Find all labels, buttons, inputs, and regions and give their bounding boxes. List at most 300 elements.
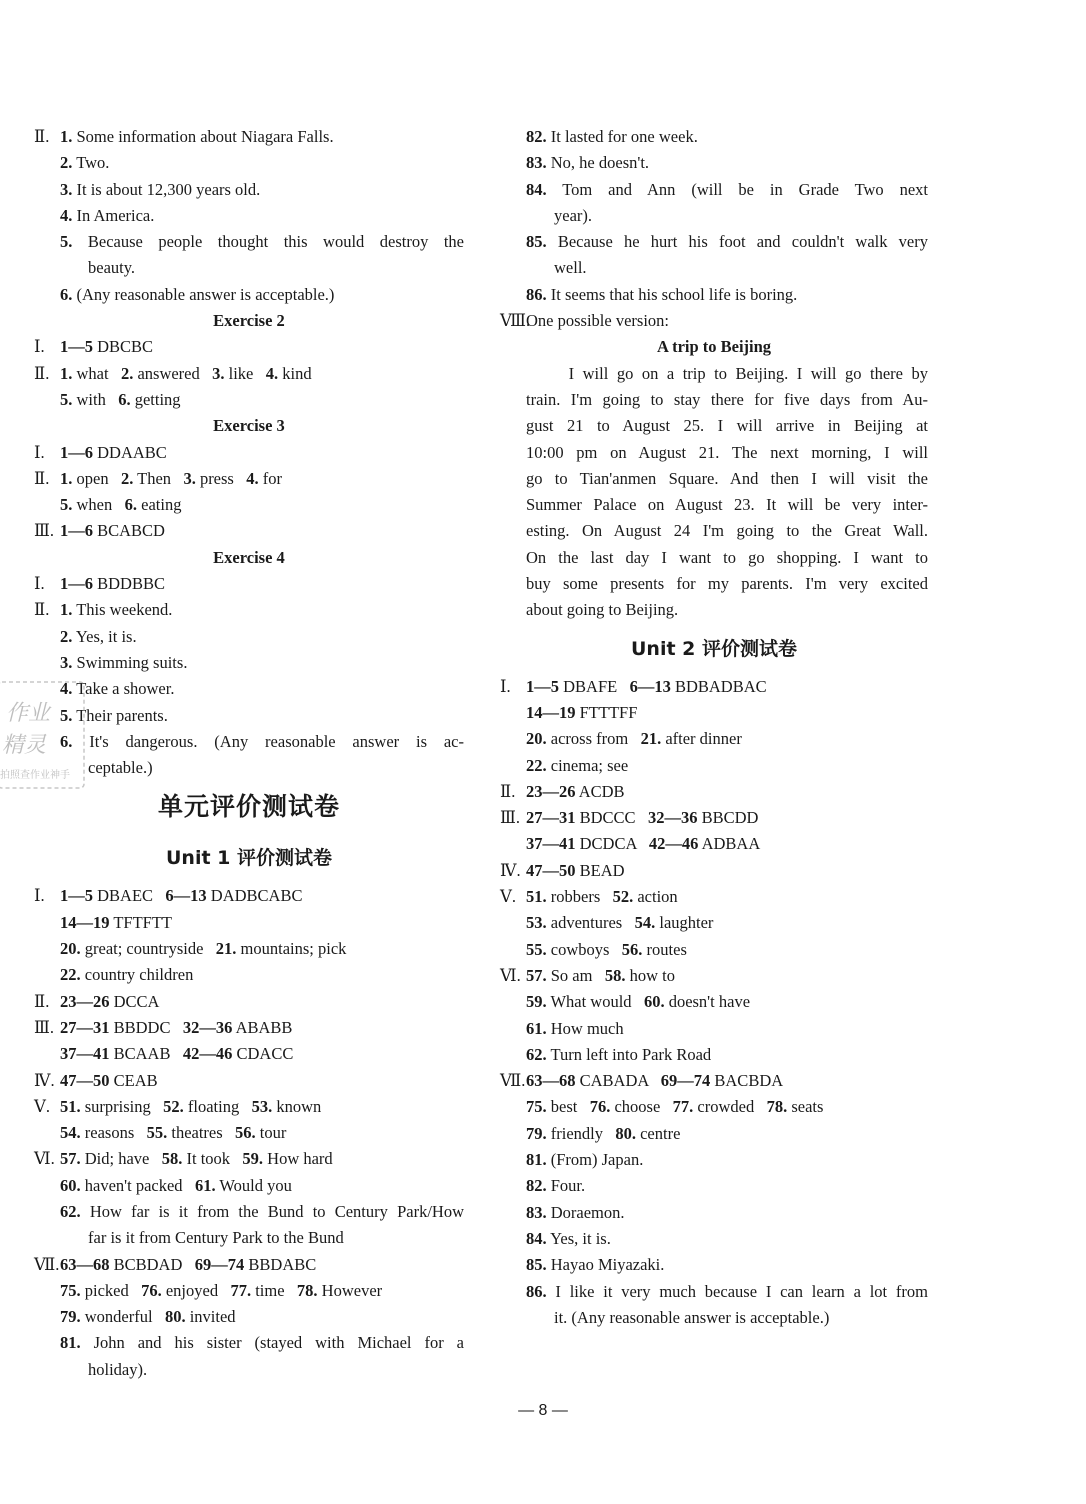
item-number: 6—13 — [165, 886, 207, 906]
answer-line — [500, 1068, 928, 1094]
answer-text: with — [72, 389, 119, 409]
item-number: 81. — [526, 1150, 547, 1170]
answer-text: Take a shower. — [72, 679, 175, 699]
answer-line — [34, 387, 464, 413]
answer-text: Their parents. — [72, 705, 168, 725]
answer-content — [60, 1068, 158, 1094]
item-number: 58. — [604, 965, 626, 985]
item-number: 84. — [526, 179, 547, 199]
item-number: 82. — [526, 1176, 547, 1196]
answer-line — [34, 910, 464, 936]
answer-content — [526, 700, 637, 726]
item-number: 27—31 — [60, 1017, 110, 1037]
item-number: 83. — [526, 153, 547, 173]
essay-line: I will go on a trip to Beijing. I will go there by — [526, 363, 928, 383]
answer-text: cowboys — [546, 939, 622, 959]
answer-text: laughter — [655, 913, 714, 933]
exercise-heading: Exercise 3 — [213, 416, 285, 436]
answer-line — [500, 308, 928, 334]
answer-content — [526, 989, 750, 1015]
answer-content — [526, 1252, 664, 1278]
answer-text: DCCA — [109, 991, 160, 1011]
essay-line: gust 21 to August 25. I will arrive in Beijing at — [526, 416, 928, 436]
wrapped-text: beauty. — [88, 258, 136, 278]
answer-content — [526, 308, 669, 334]
answer-line — [34, 492, 464, 518]
answer-text: BBDABC — [244, 1254, 317, 1274]
answer-text: CDACC — [232, 1044, 294, 1064]
roman-numeral: Ⅲ. — [500, 808, 521, 828]
answer-content — [60, 518, 165, 544]
answer-text: cinema; see — [546, 755, 629, 775]
answer-text: surprising — [80, 1096, 164, 1116]
answer-line — [500, 282, 928, 308]
answer-text: how to — [625, 965, 675, 985]
item-number: 42—46 — [648, 834, 699, 854]
answer-content — [60, 334, 153, 360]
answer-text: answered — [133, 363, 213, 383]
answer-text: In America. — [72, 205, 155, 225]
answer-text: DBAFE — [559, 676, 630, 696]
item-number: 32—36 — [647, 808, 698, 828]
essay-line: about going to Beijing. — [526, 600, 679, 620]
answer-line — [500, 805, 928, 831]
answer-text: floating — [183, 1096, 252, 1116]
answer-line — [500, 229, 928, 255]
item-number: 4. — [60, 205, 73, 225]
item-number: 5. — [60, 705, 73, 725]
answer-text: getting — [130, 389, 181, 409]
item-number: 75. — [60, 1280, 81, 1300]
item-number: 61. — [526, 1018, 547, 1038]
answer-content — [526, 726, 742, 752]
item-number: 51. — [526, 887, 547, 907]
roman-numeral: Ⅱ. — [34, 600, 50, 620]
answer-line — [500, 1252, 928, 1278]
roman-numeral: Ⅲ. — [34, 521, 55, 541]
item-number: 81. — [60, 1333, 81, 1353]
answer-text: centre — [635, 1123, 681, 1143]
item-number: 1—5 — [526, 676, 559, 696]
answer-text: I like it very much because I can learn a lot from — [546, 1281, 928, 1301]
item-number: 80. — [615, 1123, 636, 1143]
unit-heading: Unit 1 评价测试卷 — [166, 847, 332, 870]
item-number: 6. — [60, 731, 73, 751]
answer-line — [500, 963, 928, 989]
page-number: — 8 — — [518, 1402, 568, 1419]
item-number: 62. — [526, 1044, 547, 1064]
item-number: 54. — [60, 1123, 81, 1143]
answer-text: Four. — [546, 1176, 586, 1196]
answer-content — [526, 805, 758, 831]
item-number: 52. — [163, 1096, 184, 1116]
answer-text: crowded — [693, 1097, 767, 1117]
answer-content — [60, 177, 260, 203]
answer-text: routes — [642, 939, 687, 959]
answer-content — [526, 753, 628, 779]
item-number: 3. — [183, 468, 196, 488]
item-number: 21. — [215, 939, 237, 959]
answer-text: kind — [278, 363, 312, 383]
answer-line — [500, 1016, 928, 1042]
answer-text: mountains; pick — [236, 939, 347, 959]
essay-paragraph — [526, 361, 928, 624]
answer-content — [60, 124, 334, 150]
svg-text:拍照查作业神手: 拍照查作业神手 — [0, 770, 70, 781]
item-number: 3. — [212, 363, 225, 383]
answer-content — [526, 674, 767, 700]
essay-line: go to Tian'anmen Square. And then I will visit the — [526, 468, 928, 488]
item-number: 22. — [526, 755, 547, 775]
item-number: 86. — [526, 284, 547, 304]
answer-content — [526, 1147, 643, 1173]
essay-line: Summer Palace on August 23. It will be very inter- — [526, 495, 928, 515]
answer-text: haven't packed — [80, 1175, 195, 1195]
answer-text: invited — [185, 1307, 236, 1327]
right-column — [500, 124, 928, 1331]
answer-text: after dinner — [661, 729, 742, 749]
answer-text: BDCCC — [575, 808, 648, 828]
item-number: 84. — [526, 1228, 547, 1248]
answer-content — [526, 150, 649, 176]
answer-content — [60, 729, 464, 755]
answer-line — [500, 124, 928, 150]
answer-text: picked — [80, 1280, 142, 1300]
answer-text: CEAB — [109, 1070, 158, 1090]
item-number: 60. — [60, 1175, 81, 1195]
answer-content — [60, 1278, 382, 1304]
answer-text: robbers — [546, 887, 613, 907]
answer-text: across from — [546, 729, 641, 749]
answer-text: BCABCD — [93, 521, 165, 541]
answer-content — [526, 1200, 625, 1226]
item-number: 5. — [60, 389, 73, 409]
answer-line — [34, 1094, 464, 1120]
roman-numeral: Ⅰ. — [34, 442, 45, 462]
answer-line — [34, 124, 464, 150]
answer-text: DBAEC — [93, 886, 166, 906]
essay-body — [500, 361, 928, 624]
answer-content — [60, 650, 187, 676]
item-number: 47—50 — [60, 1070, 110, 1090]
item-number: 78. — [296, 1280, 318, 1300]
answer-line — [34, 676, 464, 702]
item-number: 20. — [526, 729, 547, 749]
answer-text: Then — [133, 468, 184, 488]
roman-numeral: Ⅲ. — [34, 1017, 55, 1037]
item-number: 1. — [60, 468, 73, 488]
answer-text: doesn't have — [664, 992, 751, 1012]
answer-line — [34, 1173, 464, 1199]
item-number: 59. — [526, 992, 547, 1012]
item-number: 3. — [60, 652, 73, 672]
essay-line: buy some presents for my parents. I'm very excited — [526, 574, 928, 594]
item-number: 2. — [120, 468, 134, 488]
answer-content — [60, 387, 181, 413]
answer-line — [34, 1146, 464, 1172]
answer-text: ABABB — [232, 1017, 293, 1037]
wrapped-text: well. — [554, 258, 587, 278]
item-number: 53. — [251, 1096, 273, 1116]
answer-line — [34, 1015, 464, 1041]
answer-content — [526, 831, 760, 857]
answer-text: Yes, it is. — [546, 1228, 611, 1248]
item-number: 69—74 — [660, 1071, 711, 1091]
answer-line — [34, 1041, 464, 1067]
answer-content — [526, 937, 687, 963]
answer-line — [34, 1199, 464, 1225]
roman-numeral: Ⅶ. — [34, 1254, 60, 1274]
exercise-heading: Exercise 4 — [213, 547, 285, 567]
item-number: 63—68 — [526, 1071, 576, 1091]
item-number: 51. — [60, 1096, 81, 1116]
answer-text: choose — [610, 1097, 673, 1117]
answer-line — [500, 150, 928, 176]
item-number: 56. — [235, 1123, 256, 1143]
answer-text: Some information about Niagara Falls. — [72, 127, 334, 146]
answer-text: (From) Japan. — [546, 1150, 644, 1170]
answer-text: reasons — [80, 1123, 147, 1143]
answer-text: Doraemon. — [546, 1202, 625, 1222]
answer-line — [500, 700, 928, 726]
answer-text: CABADA — [575, 1071, 661, 1091]
answer-text: BDDBBC — [93, 574, 165, 594]
item-number: 4. — [60, 679, 73, 699]
answer-text: BDBADBAC — [670, 676, 767, 696]
answer-text: It is about 12,300 years old. — [72, 179, 261, 199]
item-number: 5. — [60, 232, 73, 252]
item-number: 69—74 — [194, 1254, 245, 1274]
item-number: 22. — [60, 965, 81, 985]
answer-line — [500, 1200, 928, 1226]
item-number: 20. — [60, 939, 81, 959]
answer-text: country children — [80, 965, 194, 985]
roman-numeral: Ⅱ. — [34, 991, 50, 1011]
item-number: 4. — [246, 468, 259, 488]
roman-numeral: Ⅵ. — [500, 965, 521, 985]
answer-line — [500, 884, 928, 910]
essay-line: esting. On August 24 I'm going to the Great Wall. — [526, 521, 928, 541]
answer-line — [500, 1226, 928, 1252]
answer-line — [500, 726, 928, 752]
item-number: 55. — [146, 1123, 168, 1143]
answer-text: What would — [546, 992, 644, 1012]
answer-line — [34, 755, 464, 781]
item-number: 2. — [60, 153, 73, 173]
item-number: 79. — [526, 1123, 547, 1143]
answer-text: eating — [137, 495, 182, 515]
answer-line — [34, 936, 464, 962]
item-number: 62. — [60, 1201, 81, 1221]
answer-line — [34, 255, 464, 281]
answer-content — [526, 910, 713, 936]
roman-numeral: Ⅳ. — [500, 860, 521, 880]
item-number: 14—19 — [60, 912, 110, 932]
svg-text:作业: 作业 — [6, 701, 51, 726]
answer-content — [526, 1068, 783, 1094]
answer-line — [500, 753, 928, 779]
answer-content — [60, 624, 137, 650]
answer-line — [500, 1147, 928, 1173]
item-number: 82. — [526, 127, 547, 146]
answer-text: How much — [546, 1018, 624, 1038]
answer-text: ACDB — [575, 781, 625, 801]
item-number: 77. — [230, 1280, 252, 1300]
roman-numeral: Ⅱ. — [34, 363, 50, 383]
answer-line — [500, 831, 928, 857]
item-number: 59. — [242, 1149, 264, 1169]
item-number: 2. — [60, 626, 73, 646]
answer-line — [34, 1068, 464, 1094]
item-number: 21. — [640, 729, 662, 749]
answer-text: BEAD — [575, 860, 625, 880]
answer-text: How far is it from the Bund to Century Park/How — [80, 1201, 464, 1221]
answer-content — [60, 492, 181, 518]
answer-line — [500, 1279, 928, 1305]
answer-text: TFTFTT — [109, 912, 172, 932]
answer-text: One possible version: — [526, 311, 669, 331]
answer-text: theatres — [167, 1123, 236, 1143]
answer-text: Would you — [215, 1175, 292, 1195]
item-number: 2. — [120, 363, 134, 383]
item-number: 14—19 — [526, 702, 576, 722]
item-number: 37—41 — [526, 834, 576, 854]
answer-content — [60, 361, 312, 387]
item-number: 80. — [164, 1307, 186, 1327]
answer-line — [34, 1357, 464, 1383]
answer-text: (Any reasonable answer is acceptable.) — [72, 284, 335, 304]
answer-line — [500, 1121, 928, 1147]
left-column — [34, 124, 464, 1383]
answer-content — [526, 282, 797, 308]
answer-text: John and his sister (stayed with Michael for a — [80, 1333, 464, 1353]
answer-line — [500, 937, 928, 963]
svg-text:精灵: 精灵 — [2, 733, 47, 758]
item-number: 76. — [589, 1097, 611, 1117]
item-number: 53. — [526, 913, 547, 933]
item-number: 75. — [526, 1097, 547, 1117]
answer-line — [34, 989, 464, 1015]
answer-line — [34, 1120, 464, 1146]
item-number: 78. — [766, 1097, 788, 1117]
item-number: 4. — [265, 363, 279, 383]
answer-line — [34, 962, 464, 988]
answer-text: It took — [182, 1149, 243, 1169]
answer-text: Hayao Miyazaki. — [546, 1255, 665, 1275]
answer-content — [526, 858, 625, 884]
answer-content — [60, 1120, 286, 1146]
answer-line — [500, 1094, 928, 1120]
essay-title: A trip to Beijing — [656, 337, 772, 357]
answer-line — [500, 674, 928, 700]
answer-text: Swimming suits. — [72, 652, 188, 672]
answer-line — [34, 1225, 464, 1251]
answer-line — [34, 1304, 464, 1330]
unit-heading: Unit 2 评价测试卷 — [631, 637, 797, 660]
answer-line — [34, 571, 464, 597]
item-number: 76. — [141, 1280, 162, 1300]
roman-numeral: Ⅵ. — [34, 1149, 55, 1169]
item-number: 6. — [60, 284, 73, 304]
item-number: 5. — [60, 495, 73, 515]
answer-line — [34, 334, 464, 360]
answer-content — [526, 1173, 585, 1199]
item-number: 83. — [526, 1202, 547, 1222]
roman-numeral: Ⅰ. — [34, 574, 45, 594]
item-number: 61. — [194, 1175, 216, 1195]
answer-content — [60, 1094, 321, 1120]
item-number: 6. — [118, 389, 131, 409]
item-number: 58. — [161, 1149, 183, 1169]
item-number: 52. — [612, 887, 634, 907]
answer-content — [526, 177, 928, 203]
watermark-stamp — [0, 676, 90, 794]
answer-text: However — [317, 1280, 383, 1300]
answer-line — [34, 650, 464, 676]
answer-text: DCDCA — [575, 834, 649, 854]
answer-text: So am — [546, 965, 605, 985]
answer-content — [60, 203, 154, 229]
answer-content — [60, 936, 346, 962]
answer-line — [34, 703, 464, 729]
answer-text: It lasted for one week. — [546, 127, 698, 146]
answer-text: DBCBC — [93, 337, 154, 357]
essay-line: train. I'm going to stay there for five days from Au- — [526, 389, 928, 409]
answer-text: enjoyed — [161, 1280, 231, 1300]
answer-text: BBCDD — [697, 808, 759, 828]
answer-line — [500, 910, 928, 936]
answer-line — [500, 1042, 928, 1068]
answer-text: BCBDAD — [109, 1254, 195, 1274]
answer-text: seats — [787, 1097, 824, 1117]
wrapped-text: it. (Any reasonable answer is acceptable.) — [554, 1307, 830, 1327]
item-number: 85. — [526, 232, 547, 252]
answer-text: Did; have — [80, 1149, 162, 1169]
item-number: 42—46 — [182, 1044, 233, 1064]
answer-text: It seems that his school life is boring. — [546, 284, 798, 304]
item-number: 23—26 — [60, 991, 110, 1011]
answer-line — [34, 361, 464, 387]
answer-text: press — [195, 468, 247, 488]
item-number: 1—5 — [60, 886, 93, 906]
answer-line — [500, 1305, 928, 1331]
item-number: 1—6 — [60, 521, 93, 541]
item-number: 23—26 — [526, 781, 576, 801]
answer-line — [500, 858, 928, 884]
item-number: 57. — [526, 965, 547, 985]
answer-content — [60, 1173, 292, 1199]
answer-text: Turn left into Park Road — [546, 1044, 712, 1064]
item-number: 63—68 — [60, 1254, 110, 1274]
answer-line — [34, 203, 464, 229]
roman-numeral: Ⅱ. — [500, 781, 516, 801]
answer-text: Two. — [72, 153, 110, 173]
item-number: 1—6 — [60, 442, 93, 462]
answer-line — [500, 989, 928, 1015]
answer-text: Because he hurt his foot and couldn't walk very — [546, 232, 928, 252]
answer-line — [500, 255, 928, 281]
answer-content — [60, 1146, 333, 1172]
answer-content — [526, 1016, 624, 1042]
answer-content — [60, 229, 464, 255]
answer-text: DADBCABC — [206, 886, 303, 906]
answer-text: Yes, it is. — [72, 626, 137, 646]
answer-text: tour — [255, 1123, 287, 1143]
answer-line — [34, 1330, 464, 1356]
answer-text: for — [258, 468, 282, 488]
answer-text: what — [72, 363, 121, 383]
answer-line — [500, 177, 928, 203]
